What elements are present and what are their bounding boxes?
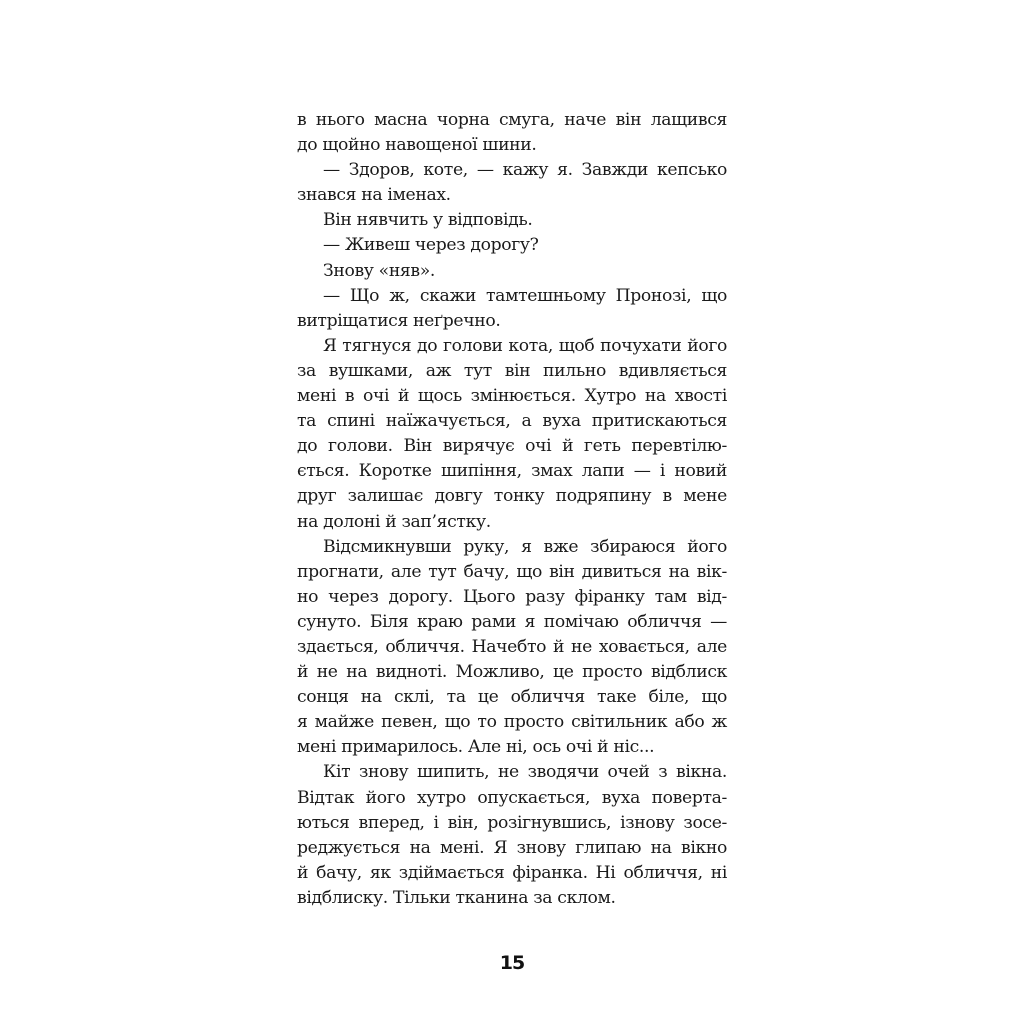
text-line: на долоні й зап’ястку. <box>297 511 491 532</box>
text-line: — Що ж, скажи тамтешньому Пронозі, що <box>323 285 727 306</box>
text-line: витріщатися неґречно. <box>297 310 501 331</box>
text-line: мені в очі й щось змінюється. Хутро на хвості <box>297 386 727 407</box>
text-line: друг залишає довгу тонку подряпину в мене <box>297 486 727 507</box>
text-line: Знову «няв». <box>323 260 436 281</box>
text-line: мені примарилось. Але ні, ось очі й ніс... <box>297 737 655 758</box>
text-line: знався на іменах. <box>297 185 451 206</box>
text-line: здається, обличчя. Начебто й не ховається, але <box>297 636 727 657</box>
text-line: но через дорогу. Цього разу фіранку там від- <box>297 586 727 607</box>
text-line: прогнати, але тут бачу, що він дивиться на вік- <box>297 561 727 582</box>
text-line: відблиску. Тільки тканина за склом. <box>297 887 616 908</box>
text-line: та спині наїжачується, а вуха притискаються <box>297 411 727 432</box>
text-line: за вушками, аж тут він пильно вдивляється <box>297 360 727 381</box>
page-number: 15 <box>499 952 525 974</box>
text-line: я майже певен, що то просто світильник або ж <box>297 712 727 733</box>
text-line: Відсмикнувши руку, я вже збираюся його <box>323 536 727 557</box>
text-line: й не на видноті. Можливо, це просто відблиск <box>297 662 727 683</box>
text-line: сонця на склі, та це обличчя таке біле, що <box>297 687 727 708</box>
text-line: реджується на мені. Я знову глипаю на вікно <box>297 837 727 858</box>
text-line: Він нявчить у відповідь. <box>323 210 533 231</box>
text-line: сунуто. Біля краю рами я помічаю обличчя — <box>297 611 727 632</box>
text-line: — Живеш через дорогу? <box>323 235 539 256</box>
text-line: до щойно навощеної шини. <box>297 135 537 156</box>
text-line: й бачу, як здіймається фіранка. Ні обличчя, ні <box>297 862 727 883</box>
body-text <box>297 108 727 911</box>
text-line: ється. Коротке шипіння, змах лапи — і новий <box>297 461 727 482</box>
text-line: до голови. Він вирячує очі й геть перевтілю- <box>297 436 727 457</box>
text-line: Відтак його хутро опускається, вуха поверта- <box>297 787 727 808</box>
text-line: Кіт знову шипить, не зводячи очей з вікна. <box>323 762 727 783</box>
text-line: ються вперед, і він, розігнувшись, ізнову зосе- <box>297 812 727 833</box>
text-line: в нього масна чорна смуга, наче він лащився <box>297 110 727 130</box>
text-line: — Здоров, коте, — кажу я. Завжди кепсько <box>323 160 727 181</box>
text-line: Я тягнуся до голови кота, щоб почухати його <box>323 335 727 356</box>
